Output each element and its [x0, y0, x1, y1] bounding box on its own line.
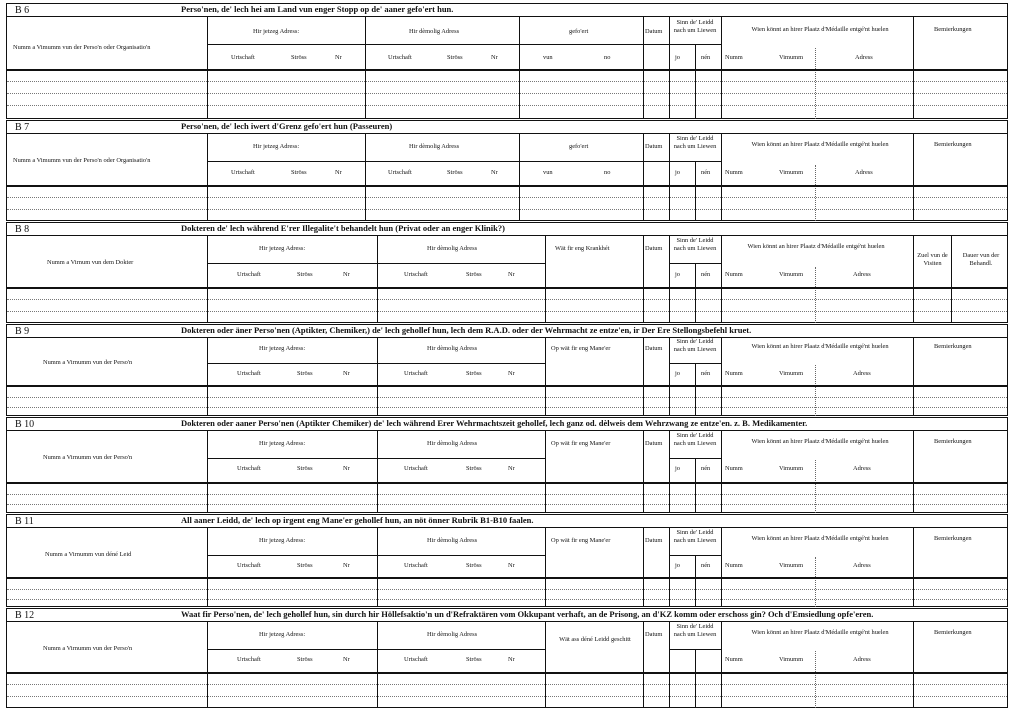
sub-nen: nén: [701, 271, 711, 278]
col-name-person: Numm a Virnumm vun der Perso'n: [43, 359, 133, 366]
sub-stross: Ströss: [297, 465, 313, 472]
col-bemierkungen: Bemierkungen: [934, 141, 972, 148]
section-title: All aaner Leidd, de' lech op irgent eng Mane'er gehollef hun, an nöt önner Rubrik B1-B10 faalen.: [181, 515, 534, 525]
sub-vimumm: Vimumm: [779, 562, 804, 569]
section-b11: [6, 514, 1008, 607]
section-title: Dokteren oder aaner Perso'nen (Aptikter Chemiker) de' lech während Erer Wehrmachtszeit gehollef, lech ganz od. dèlweis dem Wehrzwang ze entze'en. z. B. Medikamenter.: [181, 418, 808, 428]
section-title: Dokteren de' lech während E'rer Illegalite't behandelt hun (Privat oder an enger Klinik?): [181, 223, 505, 233]
form-sheet: [6, 3, 1008, 708]
section-title: Waat fir Perso'nen, de' lech gehollef hun, sin durch hir Höllefsaktio'n un d'Refraktären vom Okkupant verhaft, an de Prisong, an d'KZ komm oder erschoss gin? Och d'Emsiedlung opfe'eren.: [181, 609, 874, 619]
col-datum: Datum: [645, 245, 663, 252]
col-hir-jetzeg: Hir jetzeg Adress:: [259, 245, 306, 252]
sub-stross: Ströss: [466, 370, 482, 377]
sub-nr: Nr: [508, 271, 515, 278]
col-hir-jetzeg: Hir jetzeg Adress:: [253, 143, 300, 150]
col-wat-fir-krankheet: Wät fir eng Krankhét: [555, 245, 610, 252]
sub-urtschaft: Urtschaft: [404, 271, 428, 278]
col-hir-jetzeg: Hir jetzeg Adress:: [259, 631, 306, 638]
col-datum: Datum: [645, 631, 663, 638]
col-hir-demolig: Hir dèmolig Adress: [427, 440, 478, 447]
col-gefoert: gefo'ert: [569, 28, 589, 35]
sub-urtschaft: Urtschaft: [237, 562, 261, 569]
sub-jo: jo: [675, 465, 680, 472]
sub-jo: jo: [675, 54, 680, 61]
sub-nen: nén: [701, 54, 711, 61]
sub-stross: Ströss: [466, 656, 482, 663]
sub-vun: vun: [543, 169, 553, 176]
section-code: B 7: [15, 122, 30, 133]
sub-urtschaft: Urtschaft: [404, 656, 428, 663]
sub-vun: vun: [543, 54, 553, 61]
col-datum: Datum: [645, 143, 663, 150]
sub-stross: Ströss: [447, 54, 463, 61]
col-hir-demolig: Hir dèmolig Adress: [427, 631, 478, 638]
col-wien-konnt: Wien könnt an hirer Plaatz d'Médaille entgé'nt huelen: [751, 26, 889, 33]
sub-vimumm: Vimumm: [779, 656, 804, 663]
col-wien-konnt: Wien könnt an hirer Plaatz d'Médaille entgé'nt huelen: [751, 343, 889, 350]
col-zuel-visiten: Zuel vun de Visiten: [917, 252, 948, 267]
col-wien-konnt: Wien könnt an hirer Plaatz d'Médaille entgé'nt huelen: [751, 438, 889, 445]
section-code: B 8: [15, 224, 30, 235]
sub-nr: Nr: [343, 562, 350, 569]
sub-nr: Nr: [491, 169, 498, 176]
sub-nr: Nr: [508, 465, 515, 472]
col-hir-demolig: Hir dèmolig Adress: [409, 143, 460, 150]
sub-no: no: [604, 169, 611, 176]
section-b9: [6, 324, 1008, 416]
col-op-wat-fir: Op wät fir eng Mane'er: [551, 537, 611, 544]
sub-vimumm: Vimumm: [779, 169, 804, 176]
sub-stross: Ströss: [297, 271, 313, 278]
sub-nr: Nr: [491, 54, 498, 61]
sub-nr: Nr: [343, 271, 350, 278]
sub-nr: Nr: [508, 656, 515, 663]
col-wien-konnt: Wien könnt an hirer Plaatz d'Médaille entgé'nt huelen: [751, 535, 889, 542]
col-bemierkungen: Bemierkungen: [934, 535, 972, 542]
col-wien-konnt: Wien könnt an hirer Plaatz d'Médaille entgé'nt huelen: [747, 243, 885, 250]
sub-stross: Ströss: [297, 656, 313, 663]
col-hir-demolig: Hir dèmolig Adress: [409, 28, 460, 35]
sub-nr: Nr: [508, 562, 515, 569]
section-b7: [6, 120, 1008, 221]
col-datum: Datum: [645, 440, 663, 447]
col-name-dene-leid: Numm a Virnumm vun déné Leid: [45, 551, 132, 558]
sub-nr: Nr: [343, 656, 350, 663]
sub-nr: Nr: [343, 465, 350, 472]
col-bemierkungen: Bemierkungen: [934, 26, 972, 33]
col-sinn-de-leidd: Sinn de' Leidd nach um Liewen: [673, 623, 717, 638]
col-hir-jetzeg: Hir jetzeg Adress:: [253, 28, 300, 35]
col-datum: Datum: [645, 28, 663, 35]
col-name-doctor: Numm a Virnum vun dem Dokter: [47, 259, 134, 266]
sub-urtschaft: Urtschaft: [404, 465, 428, 472]
sub-stross: Ströss: [291, 54, 307, 61]
sub-urtschaft: Urtschaft: [231, 54, 255, 61]
col-hir-jetzeg: Hir jetzeg Adress:: [259, 345, 306, 352]
col-hir-demolig: Hir dèmolig Adress: [427, 537, 478, 544]
sub-numm: Numm: [725, 169, 743, 176]
col-hir-demolig: Hir dèmolig Adress: [427, 245, 478, 252]
section-b8: [6, 222, 1008, 323]
sub-stross: Ströss: [466, 271, 482, 278]
col-bemierkungen: Bemierkungen: [934, 438, 972, 445]
section-title: Perso'nen, de' lech iwert d'Grenz gefo'ert hun (Passeuren): [181, 121, 393, 131]
col-hir-jetzeg: Hir jetzeg Adress:: [259, 537, 306, 544]
sub-urtschaft: Urtschaft: [231, 169, 255, 176]
sub-nr: Nr: [508, 370, 515, 377]
sub-stross: Ströss: [297, 562, 313, 569]
col-hir-jetzeg: Hir jetzeg Adress:: [259, 440, 306, 447]
col-sinn-de-leidd: Sinn de' Leidd nach um Liewen: [673, 338, 717, 353]
sub-urtschaft: Urtschaft: [388, 54, 412, 61]
col-name-person: Numm a Virnumm vun der Perso'n: [43, 645, 133, 652]
section-code: B 6: [15, 5, 30, 16]
sub-urtschaft: Urtschaft: [237, 465, 261, 472]
sub-numm: Numm: [725, 271, 743, 278]
sub-adress: Adress: [853, 370, 871, 377]
sub-vimumm: Vimumm: [779, 54, 804, 61]
sub-nr: Nr: [343, 370, 350, 377]
col-sinn-de-leidd: Sinn de' Leidd nach um Liewen: [673, 19, 717, 34]
sub-jo: jo: [675, 169, 680, 176]
col-sinn-de-leidd: Sinn de' Leidd nach um Liewen: [673, 237, 717, 252]
col-op-wat-fir: Op wät fir eng Mane'er: [551, 345, 611, 352]
section-header: [7, 223, 1007, 236]
col-hir-demolig: Hir dèmolig Adress: [427, 345, 478, 352]
col-op-wat-fir: Op wät fir eng Mane'er: [551, 440, 611, 447]
section-code: B 9: [15, 326, 30, 337]
sub-stross: Ströss: [291, 169, 307, 176]
section-header: [7, 325, 1007, 338]
sub-urtschaft: Urtschaft: [237, 370, 261, 377]
sub-urtschaft: Urtschaft: [404, 562, 428, 569]
section-header: [7, 4, 1007, 17]
col-bemierkungen: Bemierkungen: [934, 343, 972, 350]
sub-urtschaft: Urtschaft: [237, 656, 261, 663]
section-header: [7, 418, 1007, 431]
section-b10: [6, 417, 1008, 513]
col-sinn-de-leidd: Sinn de' Leidd nach um Liewen: [673, 135, 717, 150]
sub-adress: Adress: [853, 271, 871, 278]
section-code: B 11: [15, 516, 34, 527]
col-sinn-de-leidd: Sinn de' Leidd nach um Liewen: [673, 529, 717, 544]
sub-vimumm: Vimumm: [779, 370, 804, 377]
section-b12: [6, 608, 1008, 708]
sub-no: no: [604, 54, 611, 61]
sub-adress: Adress: [855, 54, 873, 61]
sub-nen: nén: [701, 562, 711, 569]
sub-numm: Numm: [725, 562, 743, 569]
sub-nr: Nr: [335, 169, 342, 176]
sub-nen: nén: [701, 169, 711, 176]
sub-numm: Numm: [725, 54, 743, 61]
sub-urtschaft: Urtschaft: [388, 169, 412, 176]
sub-adress: Adress: [855, 169, 873, 176]
sub-vimumm: Vimumm: [779, 271, 804, 278]
section-code: B 12: [15, 610, 35, 621]
sub-stross: Ströss: [297, 370, 313, 377]
section-header: [7, 609, 1007, 622]
section-title: Dokteren oder äner Perso'nen (Aptikter, Chemiker,) de' lech gehollef hun, lech dem R.A.D. oder der Wehrmacht ze entze'en, ir Der Ere Stellongsbefehl kruet.: [181, 325, 752, 335]
sub-jo: jo: [675, 271, 680, 278]
sub-jo: jo: [675, 562, 680, 569]
section-header: [7, 121, 1007, 134]
sub-urtschaft: Urtschaft: [404, 370, 428, 377]
sub-numm: Numm: [725, 465, 743, 472]
col-gefoert: gefo'ert: [569, 143, 589, 150]
sub-numm: Numm: [725, 656, 743, 663]
section-header: [7, 515, 1007, 528]
sub-stross: Ströss: [466, 562, 482, 569]
section-code: B 10: [15, 419, 35, 430]
sub-stross: Ströss: [447, 169, 463, 176]
col-wien-konnt: Wien könnt an hirer Plaatz d'Médaille entgé'nt huelen: [751, 141, 889, 148]
col-datum: Datum: [645, 537, 663, 544]
sub-numm: Numm: [725, 370, 743, 377]
col-wat-ass-dene: Wät ass déné Leidd geschitt: [559, 636, 631, 643]
sub-vimumm: Vimumm: [779, 465, 804, 472]
col-dauer-behandl: Dauer vun der Behandl.: [962, 252, 1000, 267]
sub-adress: Adress: [853, 562, 871, 569]
sub-urtschaft: Urtschaft: [237, 271, 261, 278]
sub-jo: jo: [675, 370, 680, 377]
sub-stross: Ströss: [466, 465, 482, 472]
sub-nen: nén: [701, 370, 711, 377]
col-sinn-de-leidd: Sinn de' Leidd nach um Liewen: [673, 432, 717, 447]
sub-adress: Adress: [853, 656, 871, 663]
sub-adress: Adress: [853, 465, 871, 472]
sub-nen: nén: [701, 465, 711, 472]
sub-nr: Nr: [335, 54, 342, 61]
col-datum: Datum: [645, 345, 663, 352]
section-title: Perso'nen, de' lech hei am Land vun enger Stopp op de' aaner gefo'ert hun.: [181, 4, 454, 14]
section-b6: [6, 3, 1008, 119]
col-name-org: Numm a Vimumm vun der Perso'n oder Organisatio'n: [13, 44, 151, 51]
col-name-org: Numm a Vimumm vun der Perso'n oder Organisatio'n: [13, 157, 151, 164]
col-name-person: Numm a Virnumm vun der Perso'n: [43, 454, 133, 461]
col-bemierkungen: Bemierkungen: [934, 629, 972, 636]
col-wien-konnt: Wien könnt an hirer Plaatz d'Médaille entgé'nt huelen: [751, 629, 889, 636]
